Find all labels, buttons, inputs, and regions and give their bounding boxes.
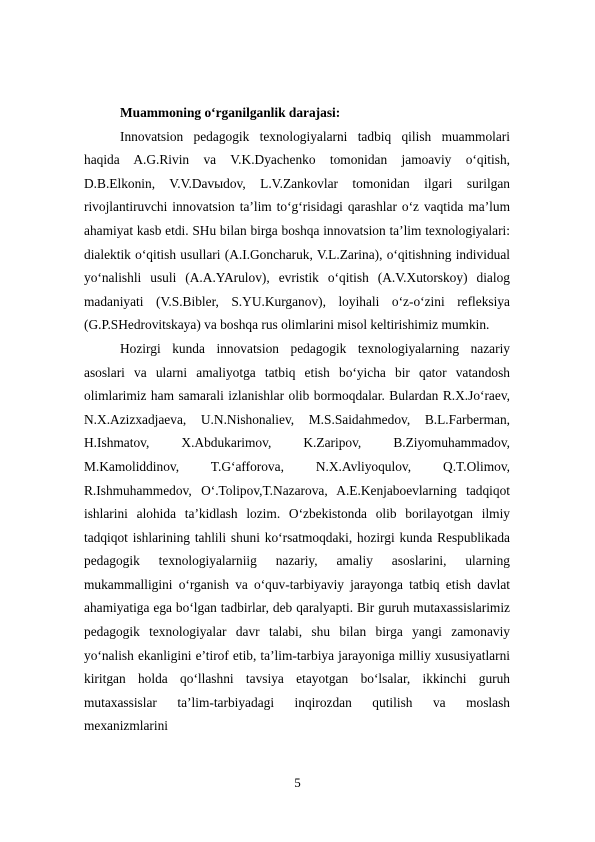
- paragraph-1: Innovatsion pedagogik texnologiyalarni tadbiq qilish muammolari haqida A.G.Rivin va V.K.Dyachenko tomonidan jamoaviy o‘qitish, D.B.Elkonin, V.V.Davыdov, L.V.Zankovlar tomonidan ilgari surilgan rivojlantiruvchi innovatsion ta’lim to‘g‘risidagi qarashlar o‘z vaqtida ma’lum ahamiyat kasb etdi. SHu bilan birga boshqa innovatsion ta’lim texnologiyalari: dialektik o‘qitish usullari (A.I.Goncharuk, V.L.Zarina), o‘qitishning individual yo‘nalishli usuli (A.A.YArulov), evristik o‘qitish (A.V.Xutorskoy) dialog madaniyati (V.S.Bibler, S.YU.Kurganov), loyihali o‘z-o‘zini refleksiya (G.P.SHedrovitskaya) va boshqa rus olimlarini misol keltirishimiz mumkin.: [84, 128, 510, 333]
- page-number: 5: [294, 775, 301, 790]
- section-heading: Muammoning o‘rganilganlik darajasi:: [120, 105, 341, 120]
- paragraph-2: Hozirgi kunda innovatsion pedagogik texnologiyalarning nazariy asoslari va ularni amaliyotga tatbiq etish bo‘yicha bir qator vatandosh olimlarimiz ham samarali izlanishlar olib bormoqdalar. Bulardan R.X.Jo‘raev, N.X.Azizxadjaeva, U.N.Nishonaliev, M.S.Saidahmedov, B.L.Farberman, H.Ishmatov, X.Abdukarimov, K.Zaripov, B.Ziyomuhammadov, M.Kamoliddinov, T.G‘afforova, N.X.Avliyoqulov, Q.T.Olimov, R.Ishmuhammedov, O‘.Tolipov,T.Nazarova, A.E.Kenjaboevlarning tadqiqot ishlarini alohida ta’kidlash lozim. O‘zbekistonda olib borilayotgan ilmiy tadqiqot ishlarining tahlili shuni ko‘rsatmoqdaki, hozirgi kunda Respublikada pedagogik texnologiyalarniig nazariy, amaliy asoslarini, ularning mukammalligini o‘rganish va o‘quv-tarbiyaviy jarayonga tatbiq etish davlat ahamiyatiga ega bo‘lgan tadbirlar, deb qaralyapti. Bir guruh mutaxassislarimiz pedagogik texnologiyalar davr talabi, shu bilan birga yangi zamonaviy yo‘nalish ekanligini e’tirof etib, ta’lim-tarbiya jarayoniga milliy xususiyatlarni kiritgan holda qo‘llashni tavsiya etayotgan bo‘lsalar, ikkinchi guruh mutaxassislar ta’lim-tarbiyadagi inqirozdan qutilish va moslash mexanizmlarini: [84, 340, 510, 734]
- body-text: [84, 101, 510, 738]
